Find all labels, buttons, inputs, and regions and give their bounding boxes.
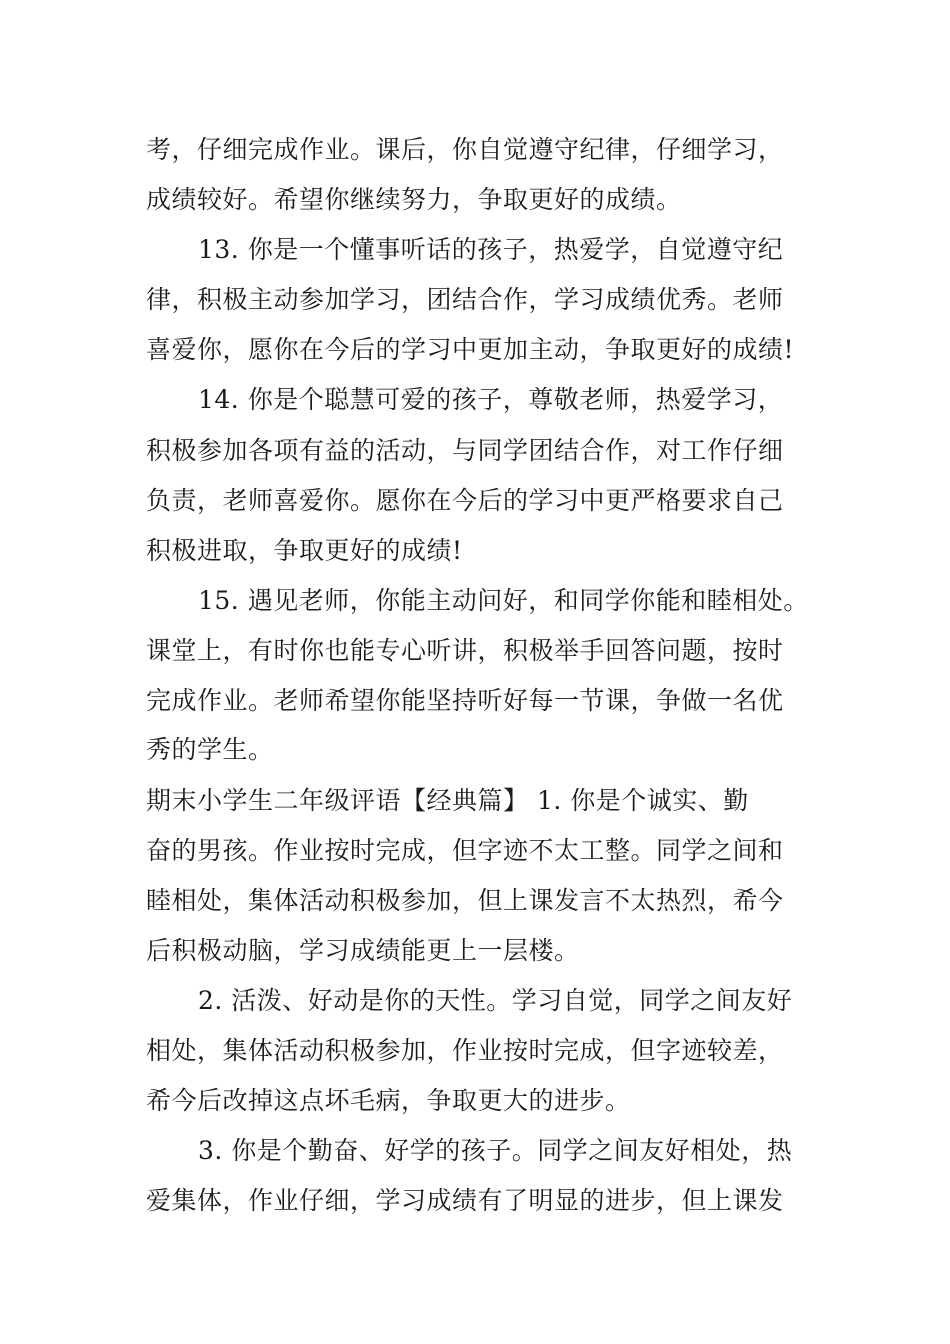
text-line: 爱集体，作业仔细，学习成绩有了明显的进步，但上课发 [146,1186,784,1215]
text-line: 13. 你是一个懂事听话的孩子，热爱学，自觉遵守纪 [198,235,784,264]
text-line: 成绩较好。希望你继续努力，争取更好的成绩。 [146,185,682,214]
text-line: 课堂上，有时你也能专心听讲，积极举手回答问题，按时 [146,636,784,665]
text-line: 相处，集体活动积极参加，作业按时完成，但字迹较差， [146,1036,784,1065]
text-line: 完成作业。老师希望你能坚持听好每一节课，争做一名优 [146,686,784,715]
text-line: 考，仔细完成作业。课后，你自觉遵守纪律，仔细学习， [146,135,784,164]
text-line: 喜爱你，愿你在今后的学习中更加主动，争取更好的成绩! [146,335,795,364]
text-line: 14. 你是个聪慧可爱的孩子，尊敬老师，热爱学习， [198,385,784,414]
text-line: 睦相处，集体活动积极参加，但上课发言不太热烈，希今 [146,886,784,915]
text-line: 负责，老师喜爱你。愿你在今后的学习中更严格要求自己 [146,486,784,515]
text-line: 积极进取，争取更好的成绩! [146,536,463,565]
text-line: 希今后改掉这点坏毛病，争取更大的进步。 [146,1086,631,1115]
text-line: 律，积极主动参加学习，团结合作，学习成绩优秀。老师 [146,285,784,314]
text-line: 奋的男孩。作业按时完成，但字迹不太工整。同学之间和 [146,836,784,865]
text-line: 秀的学生。 [146,735,274,764]
text-line: 积极参加各项有益的活动，与同学团结合作，对工作仔细 [146,436,784,465]
section-heading-line: 期末小学生二年级评语【经典篇】 1. 你是个诚实、勤 [146,786,749,815]
text-line: 后积极动脑，学习成绩能更上一层楼。 [146,936,580,965]
text-line: 2. 活泼、好动是你的天性。学习自觉，同学之间友好 [198,986,793,1015]
text-line: 3. 你是个勤奋、好学的孩子。同学之间友好相处，热 [198,1136,793,1165]
text-line: 15. 遇见老师，你能主动问好，和同学你能和睦相处。 [198,586,809,615]
